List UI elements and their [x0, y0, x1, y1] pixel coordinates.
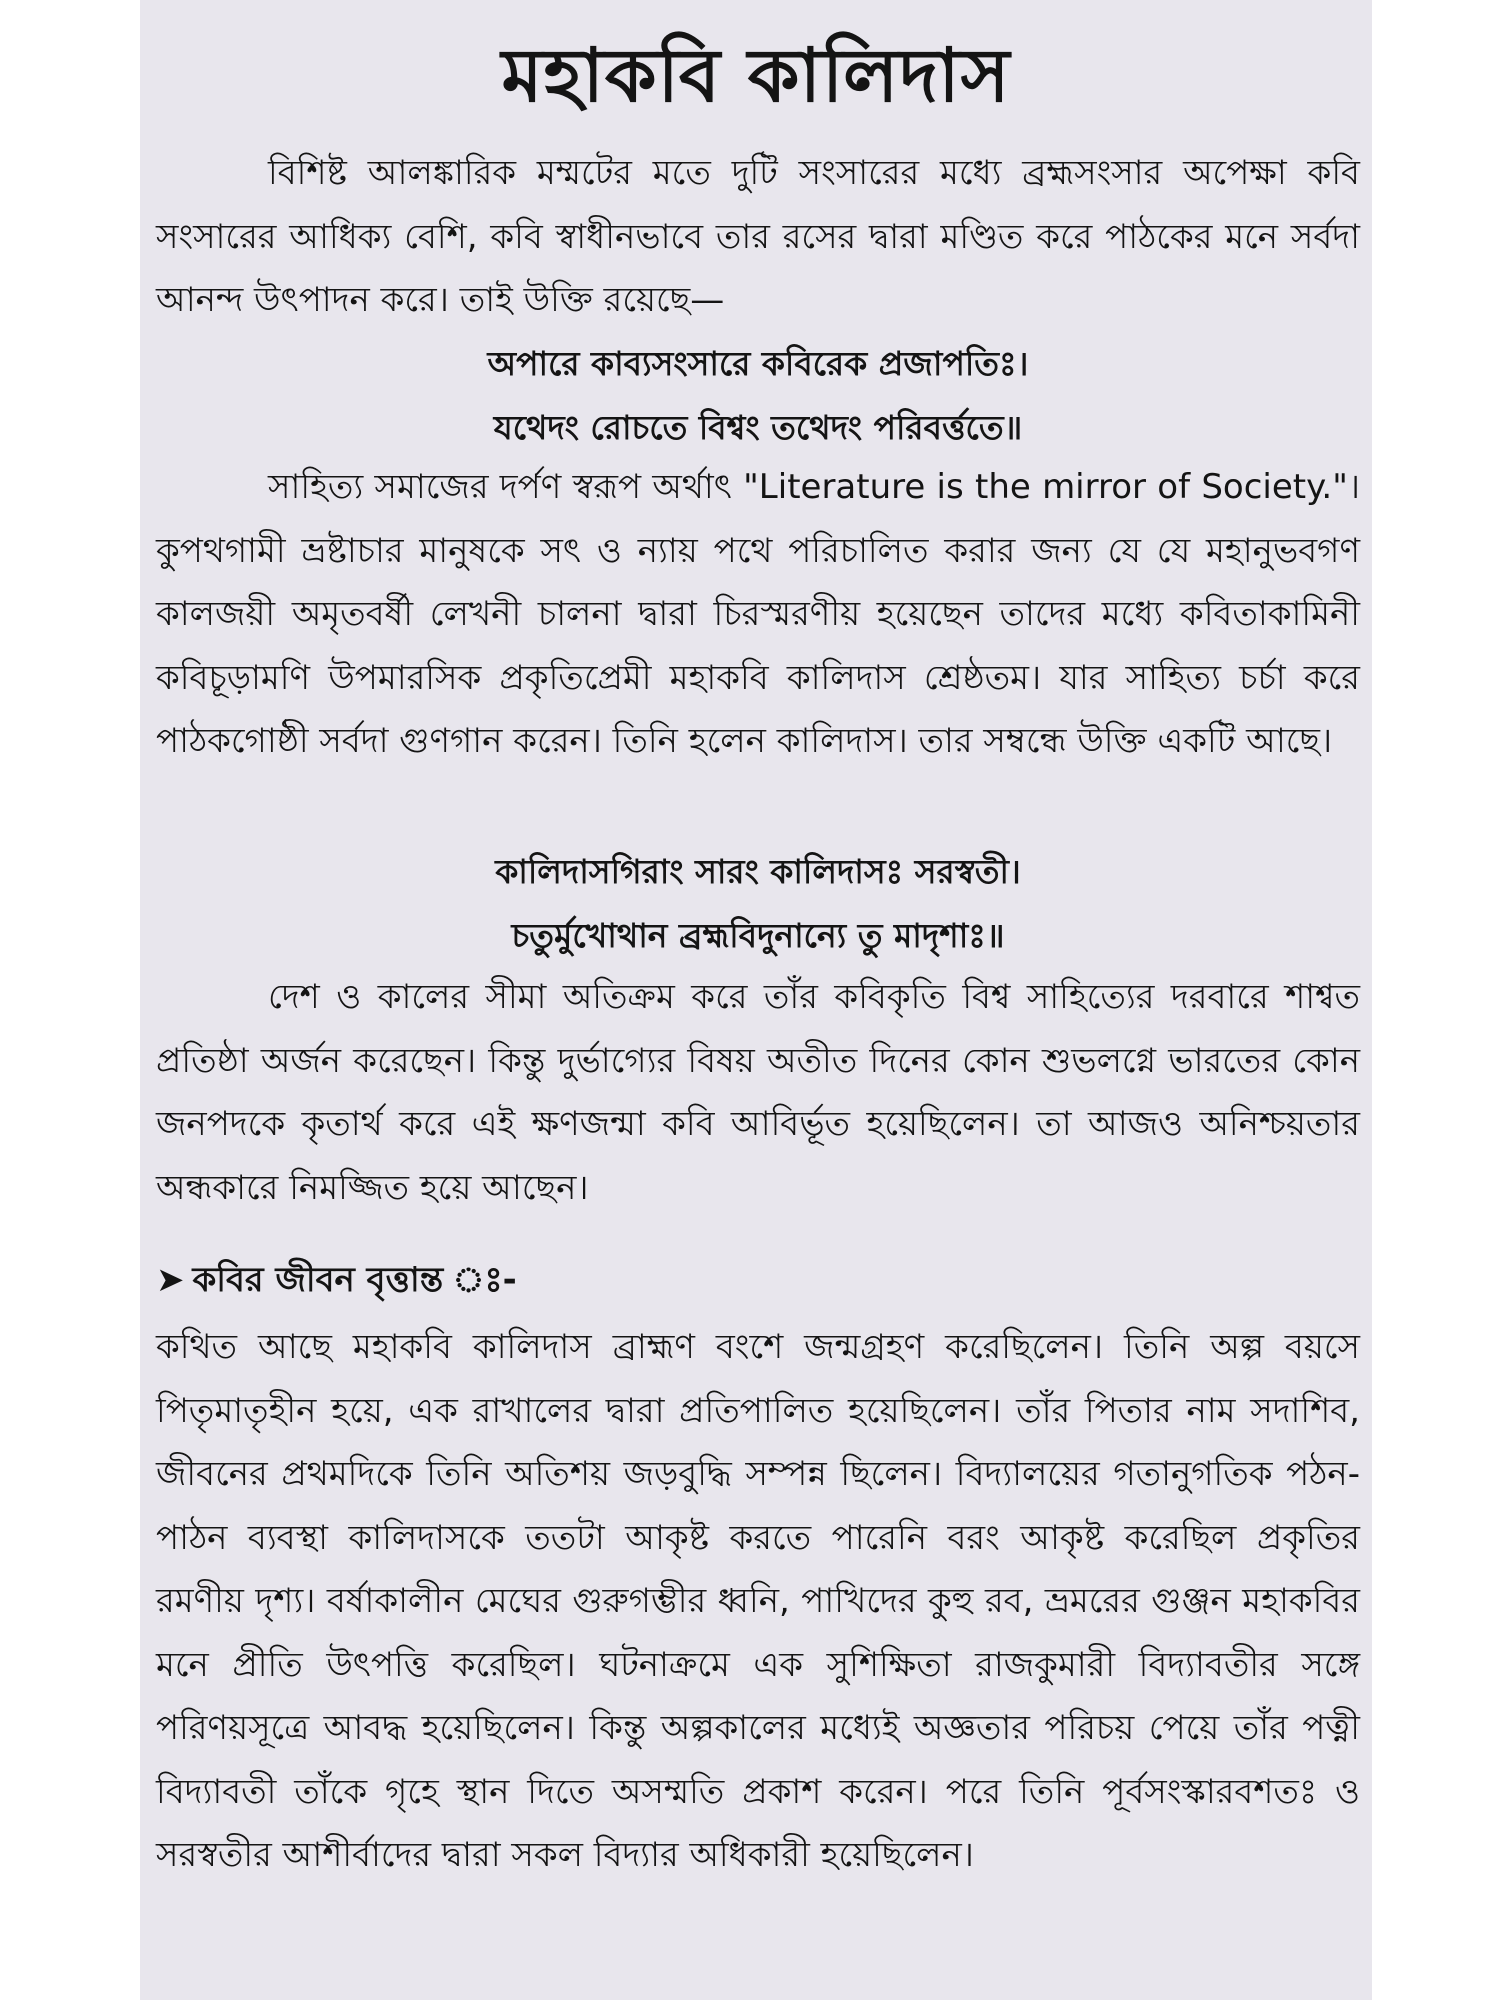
history-paragraph: দেশ ও কালের সীমা অতিক্রম করে তাঁর কবিকৃতি বিশ্ব সাহিত্যের দরবারে শাশ্বত প্রতিষ্ঠা অর্জন করেছেন। কিন্তু দুর্ভাগ্যের বিষয় অতীত দিনের কোন শুভলগ্নে ভারতের কোন জনপদকে কৃতার্থ করে এই ক্ষণজন্মা কবি আবির্ভূত হয়েছিলেন। তা আজও অনিশ্চয়তার অন্ধকারে নিমজ্জিত হয়ে আছেন।	[156, 977, 1360, 1208]
section-heading	[156, 1250, 1360, 1310]
literature-paragraph-block	[156, 456, 1360, 774]
arrow-bullet-icon: ➤	[156, 1260, 185, 1300]
page-title: মহাকবি কালিদাস	[501, 33, 1011, 119]
verse-block-1	[156, 332, 1360, 460]
section-heading-text: কবির জীবন বৃত্তান্ত ঃ-	[192, 1260, 517, 1300]
verse-2-line-2: চতুর্মুখোথান ব্রহ্মবিদুনান্যে তু মাদৃশাঃ॥	[511, 916, 1005, 955]
verse-1-line-1: অপারে কাব্যসংসারে কবিরেক প্রজাপতিঃ।	[487, 344, 1029, 383]
verse-2-line-1: কালিদাসগিরাং সারং কালিদাসঃ সরস্বতী।	[495, 852, 1021, 891]
history-paragraph-block	[156, 966, 1360, 1220]
intro-paragraph: বিশিষ্ট আলঙ্কারিক মম্মটের মতে দুটি সংসারের মধ্যে ব্রহ্মসংসার অপেক্ষা কবি সংসারের আধিক্য বেশি, কবি স্বাধীনভাবে তার রসের দ্বারা মণ্ডিত করে পাঠকের মনে সর্বদা আনন্দ উৎপাদন করে। তাই উক্তি রয়েছে—	[156, 153, 1360, 320]
section-heading-block	[156, 1250, 1360, 1310]
biography-paragraph-block	[156, 1316, 1360, 1888]
verse-1-line-2: যথেদং রোচতে বিশ্বং তথেদং পরিবর্ত্ততে॥	[493, 408, 1023, 447]
intro-paragraph-block	[156, 142, 1360, 333]
biography-paragraph: কথিত আছে মহাকবি কালিদাস ব্রাহ্মণ বংশে জন্মগ্রহণ করেছিলেন। তিনি অল্প বয়সে পিতৃমাতৃহীন হয়ে, এক রাখালের দ্বারা প্রতিপালিত হয়েছিলেন। তাঁর পিতার নাম সদাশিব, জীবনের প্রথমদিকে তিনি অতিশয় জড়বুদ্ধি সম্পন্ন ছিলেন। বিদ্যালয়ের গতানুগতিক পঠন-পাঠন ব্যবস্থা কালিদাসকে ততটা আকৃষ্ট করতে পারেনি বরং আকৃষ্ট করেছিল প্রকৃতির রমণীয় দৃশ্য। বর্ষাকালীন মেঘের গুরুগম্ভীর ধ্বনি, পাখিদের কুহু রব, ভ্রমরের গুঞ্জন মহাকবির মনে প্রীতি উৎপত্তি করেছিল। ঘটনাক্রমে এক সুশিক্ষিতা রাজকুমারী বিদ্যাবতীর সঙ্গে পরিণয়সূত্রে আবদ্ধ হয়েছিলেন। কিন্তু অল্পকালের মধ্যেই অজ্ঞতার পরিচয় পেয়ে তাঁর পত্নী বিদ্যাবতী তাঁকে গৃহে স্থান দিতে অসম্মতি প্রকাশ করেন। পরে তিনি পূর্বসংস্কারবশতঃ ও সরস্বতীর আশীর্বাদের দ্বারা সকল বিদ্যার অধিকারী হয়েছিলেন।	[156, 1327, 1360, 1875]
book-page	[140, 0, 1372, 2000]
verse-block-2	[156, 840, 1360, 968]
literature-paragraph: সাহিত্য সমাজের দর্পণ স্বরূপ অর্থাৎ "Literature is the mirror of Society."। কুপথগামী ভ্রষ্টাচার মানুষকে সৎ ও ন্যায় পথে পরিচালিত করার জন্য যে যে মহানুভবগণ কালজয়ী অমৃতবর্ষী লেখনী চালনা দ্বারা চিরস্মরণীয় হয়েছেন তাদের মধ্যে কবিতাকামিনী কবিচূড়ামণি উপমারসিক প্রকৃতিপ্রেমী মহাকবি কালিদাস শ্রেষ্ঠতম। যার সাহিত্য চর্চা করে পাঠকগোষ্ঠী সর্বদা গুণগান করেন। তিনি হলেন কালিদাস। তার সম্বন্ধে উক্তি একটি আছে।	[156, 467, 1360, 761]
